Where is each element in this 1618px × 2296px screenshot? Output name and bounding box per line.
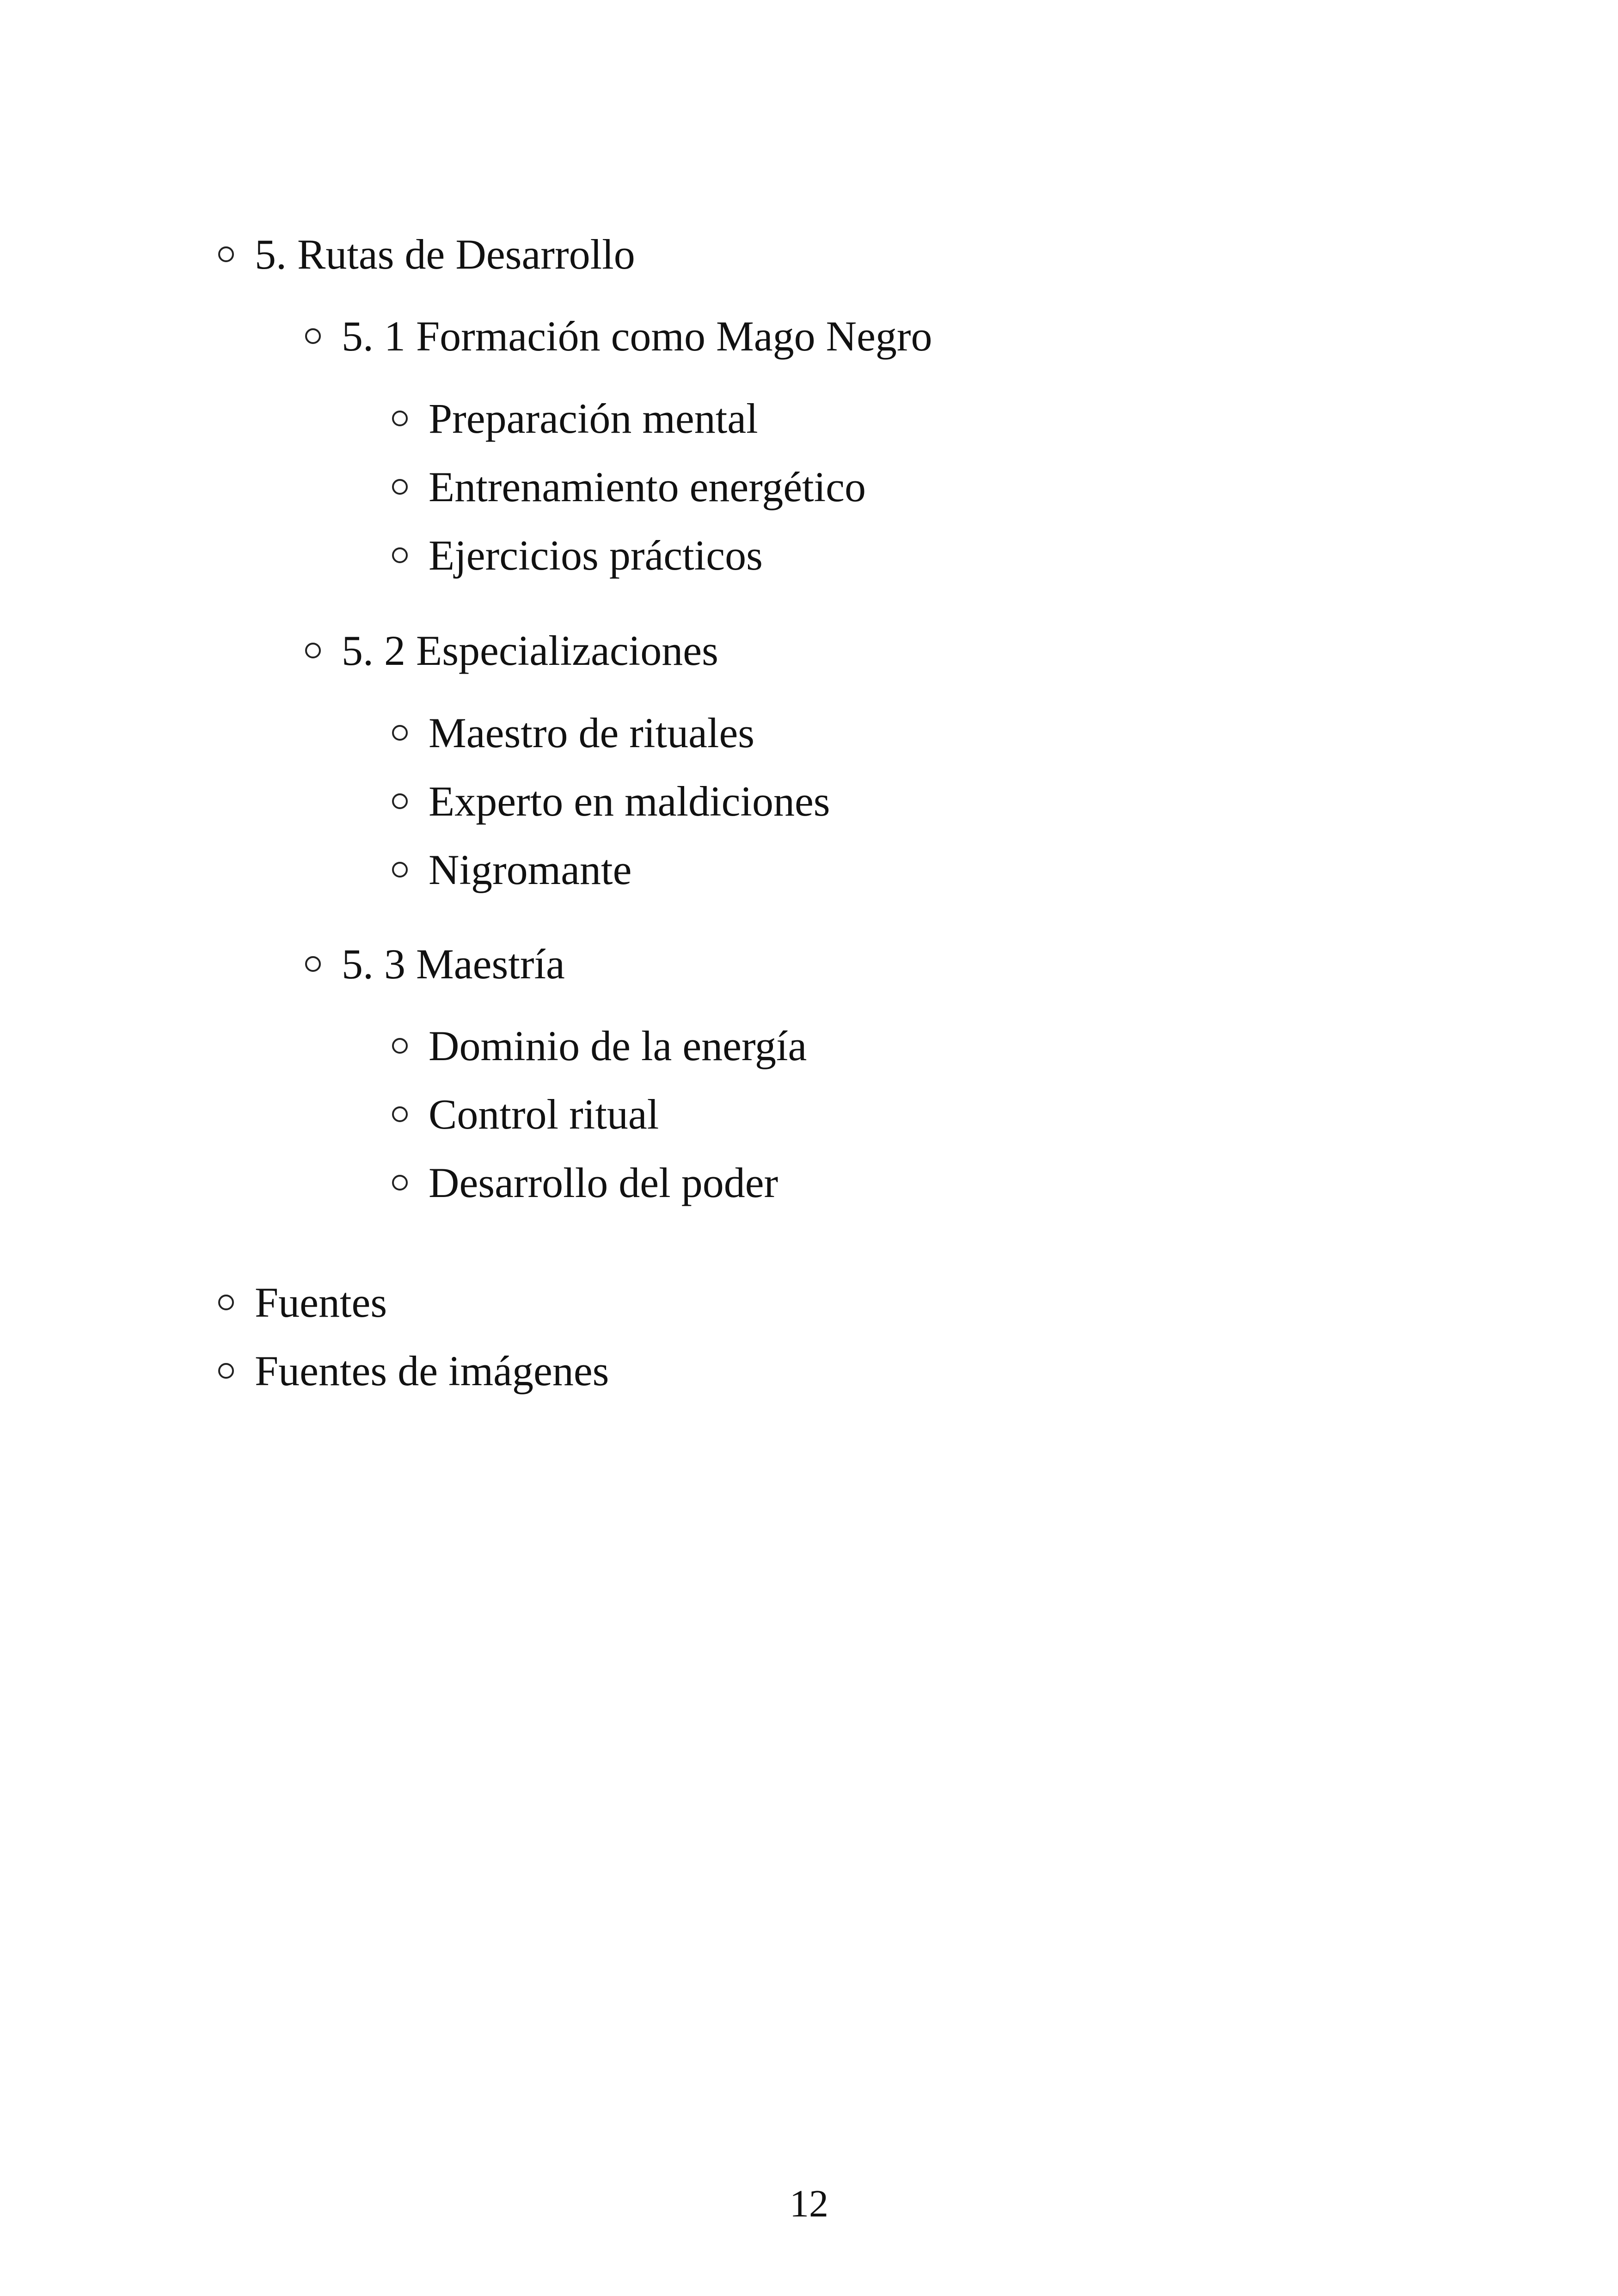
hollow-circle-icon xyxy=(392,411,408,426)
toc-item-formacion xyxy=(305,311,932,362)
toc-item-label: Maestro de rituales xyxy=(429,709,755,756)
toc-item-label: Entrenamiento energético xyxy=(429,463,866,510)
toc-item-entrenamiento-energetico xyxy=(392,461,866,512)
toc-item-nigromante xyxy=(392,844,631,895)
hollow-circle-icon xyxy=(392,479,408,495)
hollow-circle-icon xyxy=(392,862,408,878)
toc-item-label: 5. Rutas de Desarrollo xyxy=(255,231,635,278)
toc-item-fuentes xyxy=(218,1277,387,1328)
hollow-circle-icon xyxy=(392,1038,408,1054)
toc-item-label: 5. 2 Especializaciones xyxy=(342,627,718,674)
toc-item-control-ritual xyxy=(392,1089,659,1140)
hollow-circle-icon xyxy=(392,725,408,741)
toc-item-dominio-de-la-energia xyxy=(392,1020,807,1071)
toc-item-maestria xyxy=(305,939,565,989)
hollow-circle-icon xyxy=(392,1175,408,1191)
hollow-circle-icon xyxy=(392,793,408,809)
toc-item-label: Preparación mental xyxy=(429,395,758,442)
toc-item-especializaciones xyxy=(305,625,718,676)
toc-item-label: Ejercicios prácticos xyxy=(429,532,763,579)
hollow-circle-icon xyxy=(305,328,321,344)
hollow-circle-icon xyxy=(218,1363,234,1379)
toc-item-label: Fuentes de imágenes xyxy=(255,1347,609,1394)
toc-item-maestro-de-rituales xyxy=(392,707,754,758)
hollow-circle-icon xyxy=(218,246,234,262)
hollow-circle-icon xyxy=(305,643,321,658)
page-number: 12 xyxy=(790,2182,828,2225)
toc-item-label: Fuentes xyxy=(255,1279,387,1326)
toc-item-experto-en-maldiciones xyxy=(392,776,830,827)
hollow-circle-icon xyxy=(392,1106,408,1122)
toc-item-label: Experto en maldiciones xyxy=(429,778,830,825)
toc-item-fuentes-de-imagenes xyxy=(218,1345,609,1396)
hollow-circle-icon xyxy=(218,1295,234,1310)
toc-item-preparacion-mental xyxy=(392,393,758,444)
toc-item-label: Nigromante xyxy=(429,846,632,893)
toc-item-label: Dominio de la energía xyxy=(429,1022,807,1069)
toc-item-ejercicios-practicos xyxy=(392,530,763,581)
toc-item-label: Control ritual xyxy=(429,1091,659,1138)
toc-item-label: 5. 1 Formación como Mago Negro xyxy=(342,313,932,360)
hollow-circle-icon xyxy=(392,547,408,563)
toc-item-rutas-de-desarrollo xyxy=(218,229,635,280)
toc-item-label: 5. 3 Maestría xyxy=(342,940,565,988)
hollow-circle-icon xyxy=(305,956,321,972)
toc-item-desarrollo-del-poder xyxy=(392,1157,778,1208)
toc-item-label: Desarrollo del poder xyxy=(429,1159,778,1206)
